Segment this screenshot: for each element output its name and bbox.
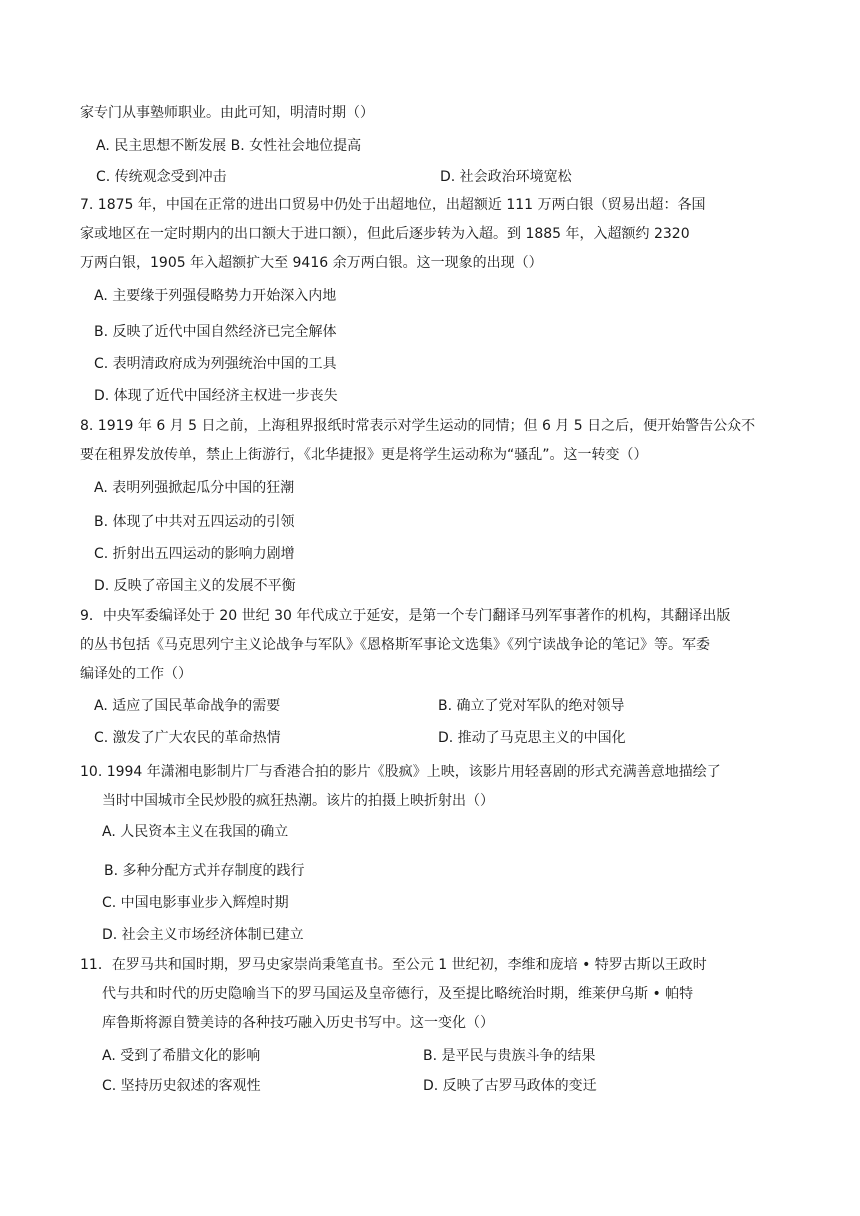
question-7-option-d: D. 体现了近代中国经济主权进一步丧失 <box>94 388 338 404</box>
question-10-stem-line-2: 当时中国城市全民炒股的疯狂热潮。该片的拍摄上映折射出（） <box>102 793 494 809</box>
question-11-option-b: B. 是平民与贵族斗争的结果 <box>423 1048 596 1064</box>
question-10-option-b: B. 多种分配方式并存制度的践行 <box>104 863 305 879</box>
question-7-option-b: B. 反映了近代中国自然经济已完全解体 <box>94 324 337 340</box>
question-9-stem-line-1: 9．中央军委编译处于 20 世纪 30 年代成立于延安，是第一个专门翻译马列军事著作的机构，其翻译出版 <box>80 608 731 624</box>
question-10-option-a: A. 人民资本主义在我国的确立 <box>102 824 289 840</box>
question-8-option-a: A. 表明列强掀起瓜分中国的狂潮 <box>94 480 295 496</box>
question-11-stem-line-1: 11．在罗马共和国时期，罗马史家崇尚秉笔直书。至公元 1 世纪初，李维和庞培 • 特罗古斯以王政时 <box>80 957 707 973</box>
question-11-option-a: A. 受到了希腊文化的影响 <box>102 1048 261 1064</box>
question-7-stem-line-2: 家或地区在一定时期内的出口额大于进口额），但此后逐步转为入超。到 1885 年，入超额约 2320 <box>80 226 690 242</box>
question-6-option-c: C. 传统观念受到冲击 <box>96 169 227 185</box>
question-7-stem-line-3: 万两白银，1905 年入超额扩大至 9416 余万两白银。这一现象的出现（） <box>80 255 543 271</box>
question-10-option-d: D. 社会主义市场经济体制已建立 <box>102 927 304 943</box>
question-8-option-d: D. 反映了帝国主义的发展不平衡 <box>94 578 296 594</box>
question-10-option-c: C. 中国电影事业步入辉煌时期 <box>102 895 289 911</box>
question-9-stem-line-2: 的丛书包括《马克思列宁主义论战争与军队》《恩格斯军事论文选集》《列宁读战争论的笔记》等。军委 <box>80 637 710 653</box>
question-9-option-a: A. 适应了国民革命战争的需要 <box>94 698 281 714</box>
question-11-stem-line-2: 代与共和时代的历史隐喻当下的罗马国运及皇帝德行，及至提比略统治时期，维莱伊乌斯 • 帕特 <box>102 986 694 1002</box>
question-8-option-c: C. 折射出五四运动的影响力剧增 <box>94 546 295 562</box>
question-8-stem-line-2: 要在租界发放传单，禁止上街游行，《北华捷报》更是将学生运动称为“骚乱”。这一转变（） <box>80 447 648 463</box>
question-6-stem-tail: 家专门从事塾师职业。由此可知，明清时期（） <box>80 105 374 121</box>
question-7-stem-line-1: 7. 1875 年，中国在正常的进出口贸易中仍处于出超地位，出超额近 111 万两白银（贸易出超：各国 <box>80 197 706 213</box>
question-8-stem-line-1: 8. 1919 年 6 月 5 日之前，上海租界报纸时常表示对学生运动的同情；但 6 月 5 日之后，便开始警告公众不 <box>80 418 756 434</box>
question-6-option-a-b: A. 民主思想不断发展 B. 女性社会地位提高 <box>96 138 362 154</box>
question-7-option-a: A. 主要缘于列强侵略势力开始深入内地 <box>94 288 337 304</box>
question-8-option-b: B. 体现了中共对五四运动的引领 <box>94 514 295 530</box>
question-10-stem-line-1: 10. 1994 年潇湘电影制片厂与香港合拍的影片《股疯》上映，该影片用轻喜剧的形式充满善意地描绘了 <box>80 764 721 780</box>
question-11-stem-line-3: 库鲁斯将源自赞美诗的各种技巧融入历史书写中。这一变化（） <box>102 1015 494 1031</box>
question-9-option-d: D. 推动了马克思主义的中国化 <box>438 730 626 746</box>
question-11-option-c: C. 坚持历史叙述的客观性 <box>102 1078 261 1094</box>
question-9-option-c: C. 激发了广大农民的革命热情 <box>94 730 281 746</box>
question-6-option-d: D. 社会政治环境宽松 <box>440 169 572 185</box>
question-11-option-d: D. 反映了古罗马政体的变迁 <box>423 1078 597 1094</box>
question-9-option-b: B. 确立了党对军队的绝对领导 <box>438 698 625 714</box>
question-9-stem-line-3: 编译处的工作（） <box>80 666 192 682</box>
question-7-option-c: C. 表明清政府成为列强统治中国的工具 <box>94 356 337 372</box>
